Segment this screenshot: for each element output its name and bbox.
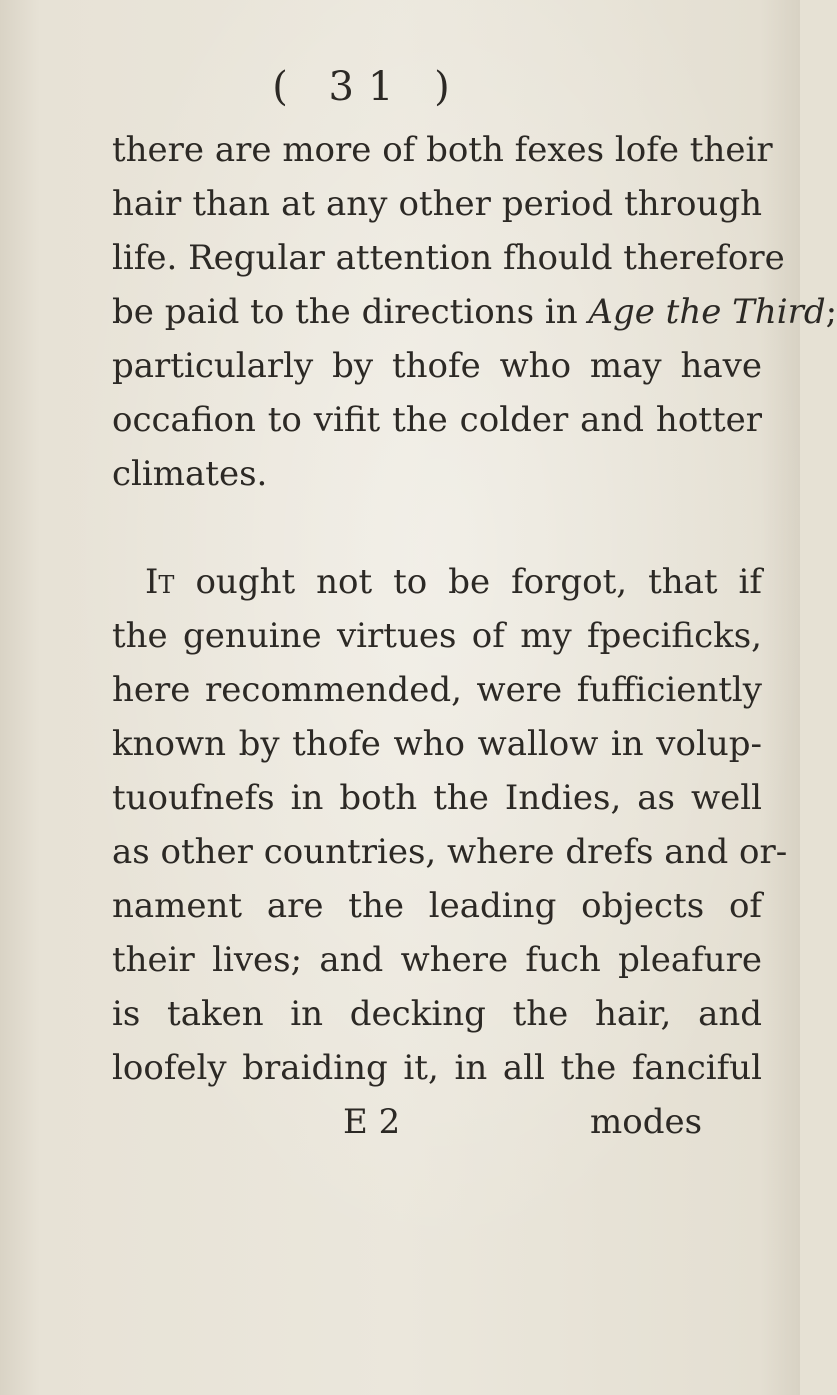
text-line-6: occafion to vifit the colder and hotter xyxy=(112,400,762,440)
text-line-5: particularly by thofe who may have xyxy=(112,346,762,386)
paragraph2-first-line-rest: ought not to be forgot, that if xyxy=(195,562,762,602)
paragraph2-first-line xyxy=(145,562,762,602)
text-line-7: climates. xyxy=(112,454,268,494)
text-line-1: there are more of both fexes lofe their xyxy=(112,130,773,170)
italic-title: Age the Third xyxy=(588,292,826,332)
paragraph2-line-8: their lives; and where fuch pleafure xyxy=(112,940,762,980)
catchword: modes xyxy=(590,1102,703,1142)
page-number: ( 31 ) xyxy=(272,64,464,110)
paragraph2-line-4: known by thofe who wallow in volup- xyxy=(112,724,762,764)
title-punctuation: ; xyxy=(825,292,837,332)
paragraph2-line-5: tuoufnefs in both the Indies, as well xyxy=(112,778,762,818)
paragraph2-first-word: It xyxy=(145,562,175,602)
text-line-4-main: be paid to the directions in xyxy=(112,292,578,332)
paragraph2-line-7: nament are the leading objects of xyxy=(112,886,762,926)
paragraph2-line-2: the genuine virtues of my fpecificks, xyxy=(112,616,762,656)
paragraph2-line-6: as other countries, where drefs and or- xyxy=(112,832,788,872)
signature-mark: E 2 xyxy=(343,1102,401,1142)
paragraph2-line-3: here recommended, were fufficiently xyxy=(112,670,762,710)
paragraph2-line-9: is taken in decking the hair, and xyxy=(112,994,762,1034)
paragraph2-line-10: loofely braiding it, in all the fanciful xyxy=(112,1048,762,1088)
text-line-3: life. Regular attention fhould therefore xyxy=(112,238,785,278)
text-line-4 xyxy=(112,292,837,332)
text-line-2: hair than at any other period through xyxy=(112,184,762,224)
